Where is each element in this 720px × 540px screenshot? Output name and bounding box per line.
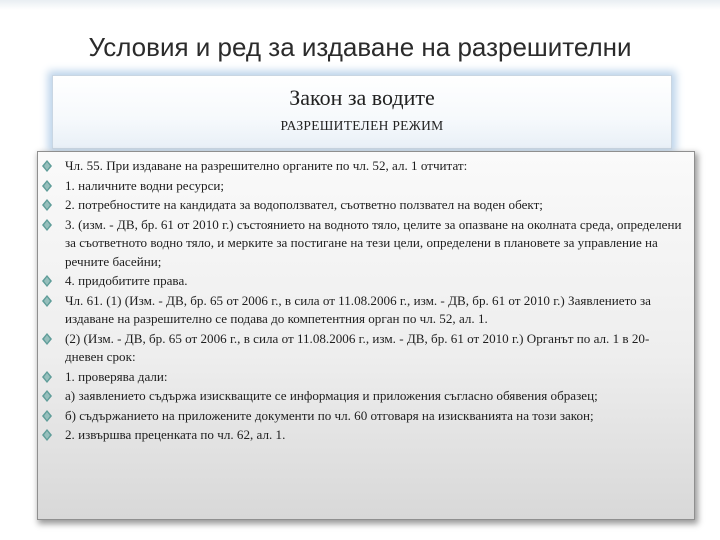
- list-item: [38, 216, 694, 272]
- diamond-bullet-icon: [42, 410, 52, 422]
- list-item-text: Чл. 55. При издаване на разрешително органите по чл. 52, ал. 1 отчитат:: [65, 158, 468, 173]
- content-box: [37, 151, 695, 520]
- header-title: Закон за водите: [289, 85, 435, 110]
- list-item-text: Чл. 61. (1) (Изм. - ДВ, бр. 65 от 2006 г., в сила от 11.08.2006 г., изм. - ДВ, бр. 61 от 2010 г.) Заявлението за издаване на разрешително се подава до компетентния орган по чл. 52, ал. 1.: [65, 292, 651, 326]
- list-item-text: 1. наличните водни ресурси;: [65, 177, 225, 193]
- list-item-text: 2. потребностите на кандидата за водоползвател, съответно ползвател на воден обект;: [65, 197, 543, 212]
- list-item-text: 3. (изм. - ДВ, бр. 61 от 2010 г.) състоянието на водното тяло, целите за опазване на околната среда, определени за съответното водно тяло, и мерките за постигане на тези цели, определени в плановете за управление на речните басейни;: [65, 216, 682, 269]
- list-item: [38, 407, 694, 426]
- list-item-text: 4. придобитите права.: [65, 273, 188, 288]
- bullet-list: [38, 157, 694, 446]
- list-item: [38, 272, 694, 291]
- header-box: [52, 75, 672, 149]
- list-item-text: б) съдържанието на приложените документи по чл. 60 отговаря на изискванията на този закон;: [65, 407, 594, 423]
- list-item-text: 2. извършва преценката по чл. 62, ал. 1.: [65, 427, 286, 442]
- diamond-bullet-icon: [42, 371, 52, 383]
- list-item-text: (2) (Изм. - ДВ, бр. 65 от 2006 г., в сила от 11.08.2006 г., изм. - ДВ, бр. 61 от 2010 г.) Органът по ал. 1 в 20-дневен срок:: [65, 330, 650, 364]
- diamond-bullet-icon: [42, 160, 52, 172]
- diamond-bullet-icon: [42, 199, 52, 211]
- diamond-bullet-icon: [42, 219, 52, 231]
- diamond-bullet-icon: [42, 429, 52, 441]
- list-item: [38, 368, 694, 387]
- diamond-bullet-icon: [42, 275, 52, 287]
- diamond-bullet-icon: [42, 180, 52, 192]
- list-item-text: 1. проверява дали:: [65, 368, 168, 384]
- list-item: [38, 330, 694, 367]
- list-item: [38, 292, 694, 329]
- top-decoration-bar: [0, 0, 720, 10]
- list-item: [38, 177, 694, 196]
- slide-title: Условия и ред за издаване на разрешителни: [88, 32, 632, 62]
- diamond-bullet-icon: [42, 390, 52, 402]
- list-item: [38, 157, 694, 176]
- list-item: [38, 196, 694, 215]
- list-item: [38, 387, 694, 406]
- diamond-bullet-icon: [42, 333, 52, 345]
- header-subtitle: РАЗРЕШИТЕЛЕН РЕЖИМ: [280, 118, 444, 133]
- list-item-text: а) заявлението съдържа изискващите се информация и приложения съгласно обявения образец;: [65, 388, 598, 403]
- list-item: [38, 426, 694, 445]
- diamond-bullet-icon: [42, 295, 52, 307]
